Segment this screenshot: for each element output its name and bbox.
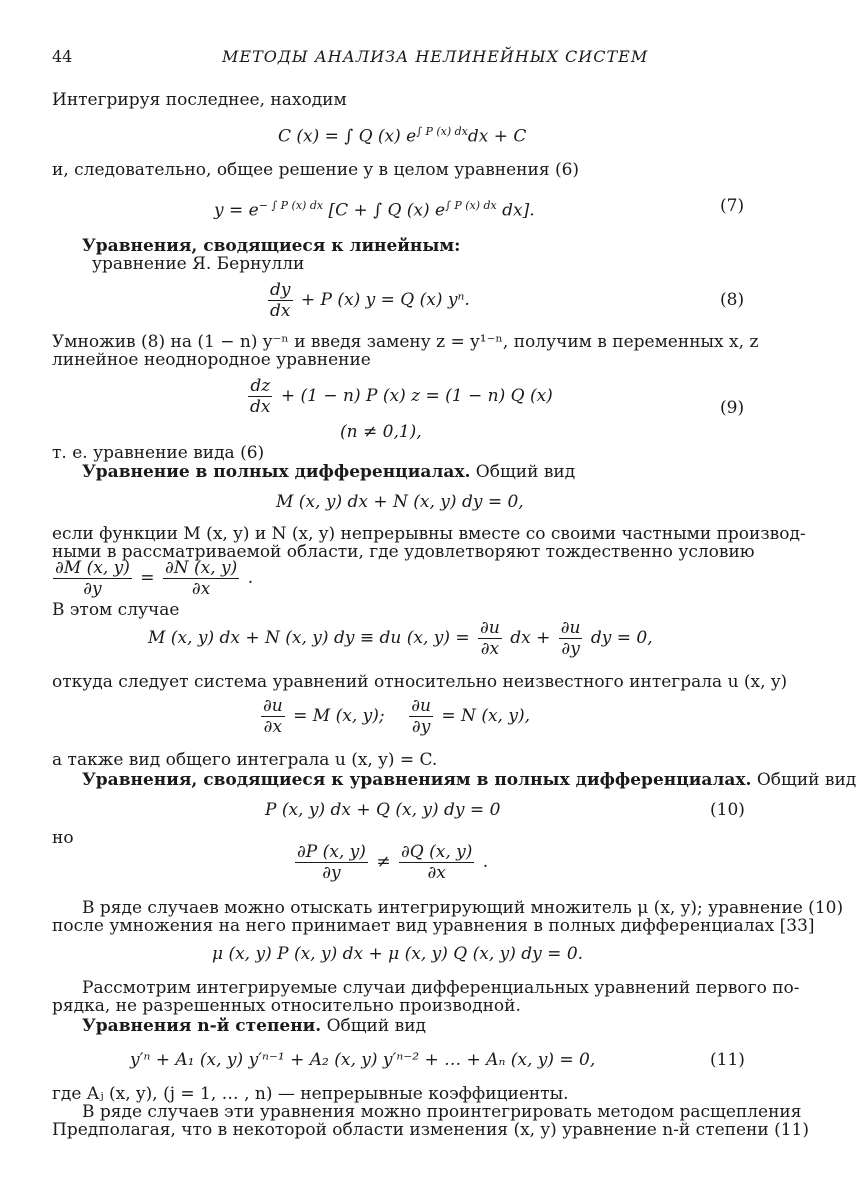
equation-system: $\frac{\partial u}{\partial x}$ = M (x, y); $\frac{\partial u}{\partial y}$ = N (x, y), <box>263 696 530 737</box>
equation-total-differential: M (x, y) dx + N (x, y) dy = 0, <box>276 492 524 512</box>
text-line: Умножив (8) на (1 − n) y⁻ⁿ и введя замену z = y¹⁻ⁿ, получим в переменных x, z <box>52 332 759 352</box>
text-line: после умножения на него принимает вид уравнения в полных дифференциалах [33] <box>52 916 815 936</box>
text-line: если функции M (x, y) и N (x, y) непрерывны вместе со своими частными производ- <box>52 524 806 544</box>
equation-9: $\frac{dz}{dx}$ + (1 − n) P (x) z = (1 − n) Q (x) <box>250 376 553 417</box>
equation-11: y′ⁿ + A₁ (x, y) y′ⁿ⁻¹ + A₂ (x, y) y′ⁿ⁻² + … + Aₙ (x, y) = 0, <box>130 1050 596 1070</box>
text-line: В этом случае <box>52 600 180 620</box>
equation-integrating-factor: μ (x, y) P (x, y) dx + μ (x, y) Q (x, y) dy = 0. <box>212 944 584 964</box>
text-line: Рассмотрим интегрируемые случаи дифференциальных уравнений первого по- <box>82 978 800 998</box>
equation-condition: $\frac{\partial M (x, y)}{\partial y}$ = $\frac{\partial N (x, y)}{\partial x}$ . <box>55 558 254 599</box>
text-line: где Aⱼ (x, y), (j = 1, … , n) — непрерывные коэффициенты. <box>52 1084 569 1104</box>
equation-number-8: (8) <box>720 290 745 310</box>
equation-8: $\frac{dy}{dx}$ + P (x) y = Q (x) yⁿ. <box>270 280 470 321</box>
equation-number-10: (10) <box>710 800 745 820</box>
equation-not-equal: $\frac{\partial P (x, y)}{\partial y}$ ≠ $\frac{\partial Q (x, y)}{\partial x}$ . <box>297 842 489 883</box>
text-line: В ряде случаев можно отыскать интегрирующий множитель μ (x, y); уравнение (10) <box>82 898 844 918</box>
text-line: но <box>52 828 74 848</box>
text-line: а также вид общего интеграла u (x, y) = C. <box>52 750 438 770</box>
page-number: 44 <box>52 47 73 66</box>
section-heading: Уравнения, сводящиеся к уравнениям в полных дифференциалах. Общий вид <box>82 770 856 790</box>
equation-number-11: (11) <box>710 1050 745 1070</box>
equation-7: $y = e^{- \int P (x) dx}$ [C + ∫ Q (x) $e^{\int P (x) dx}$ dx]. <box>214 199 535 221</box>
equation-du: M (x, y) dx + N (x, y) dy ≡ du (x, y) = $\frac{\partial u}{\partial x}$ dx + $\frac{\partial u}{\partial y}$ dy = 0, <box>148 618 653 659</box>
text-line: линейное неоднородное уравнение <box>52 350 371 370</box>
running-title: МЕТОДЫ АНАЛИЗА НЕЛИНЕЙНЫХ СИСТЕМ <box>222 47 649 66</box>
text-line: т. е. уравнение вида (6) <box>52 443 265 463</box>
text-line: Интегрируя последнее, находим <box>52 90 347 110</box>
text-line: В ряде случаев эти уравнения можно проинтегрировать методом расщепления <box>82 1102 802 1122</box>
equation-cx: C (x) = ∫ Q (x) $e^{\int P (x) dx}dx + C$ <box>278 125 527 147</box>
section-heading: Уравнения n-й степени. Общий вид <box>82 1016 426 1036</box>
section-heading: Уравнение в полных дифференциалах. Общий вид <box>82 462 576 482</box>
text-line: Предполагая, что в некоторой области изменения (x, y) уравнение n-й степени (11) <box>52 1120 809 1140</box>
text-line: ными в рассматриваемой области, где удовлетворяют тождественно условию <box>52 542 755 562</box>
equation-10: P (x, y) dx + Q (x, y) dy = 0 <box>265 800 501 820</box>
text-line: уравнение Я. Бернулли <box>92 254 305 274</box>
section-heading: Уравнения, сводящиеся к линейным: <box>82 236 461 256</box>
equation-number-9: (9) <box>720 398 745 418</box>
text-line: рядка, не разрешенных относительно производной. <box>52 996 521 1016</box>
equation-9-condition: (n ≠ 0,1), <box>340 422 422 442</box>
text-line: и, следовательно, общее решение y в целом уравнения (6) <box>52 160 580 180</box>
equation-number-7: (7) <box>720 196 745 216</box>
text-line: откуда следует система уравнений относительно неизвестного интеграла u (x, y) <box>52 672 788 692</box>
